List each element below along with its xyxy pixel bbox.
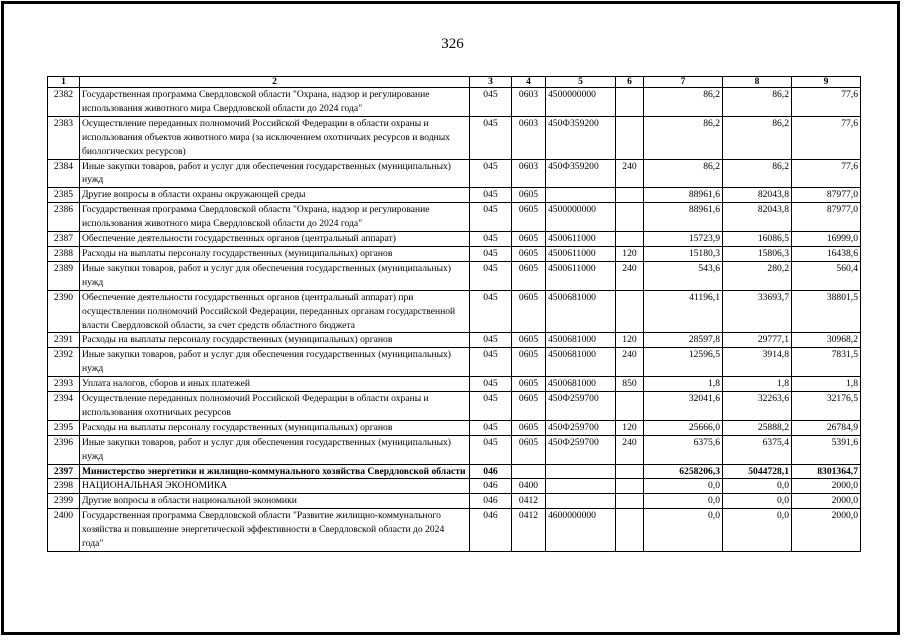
cell-value-3: 16438,6 [792, 246, 861, 261]
cell-target-code: 450Ф259700 [546, 435, 616, 464]
row-number: 2389 [48, 261, 80, 290]
cell-section-code: 0605 [512, 348, 546, 377]
cell-target-code: 4500681000 [546, 290, 616, 333]
cell-expense-type [616, 188, 644, 203]
cell-ministry-code: 045 [470, 232, 512, 247]
table-row [48, 333, 861, 348]
cell-section-code: 0605 [512, 203, 546, 232]
cell-value-1: 543,6 [644, 261, 723, 290]
cell-value-1: 86,2 [644, 159, 723, 188]
cell-target-code [546, 188, 616, 203]
cell-target-code: 4500611000 [546, 261, 616, 290]
cell-value-2: 32263,6 [723, 392, 792, 421]
cell-value-3: 2000,0 [792, 494, 861, 509]
row-name: Иные закупки товаров, работ и услуг для обеспечения государственных (муниципальных) нужд [80, 159, 470, 188]
row-name: Расходы на выплаты персоналу государственных (муниципальных) органов [80, 333, 470, 348]
cell-ministry-code: 045 [470, 435, 512, 464]
row-number: 2400 [48, 509, 80, 552]
cell-target-code [546, 494, 616, 509]
cell-value-3: 2000,0 [792, 509, 861, 552]
cell-value-2: 0,0 [723, 494, 792, 509]
cell-value-3: 2000,0 [792, 479, 861, 494]
cell-value-2: 33693,7 [723, 290, 792, 333]
cell-value-2: 82043,8 [723, 188, 792, 203]
cell-value-1: 25666,0 [644, 420, 723, 435]
row-name: Государственная программа Свердловской области "Развитие жилищно-коммунального хозяйства и повышение энергетической эффективности в Свердловской области до 2024 года" [80, 509, 470, 552]
table-row [48, 116, 861, 159]
table-row [48, 159, 861, 188]
column-header: 1 [48, 77, 80, 88]
cell-section-code: 0605 [512, 377, 546, 392]
cell-section-code: 0605 [512, 246, 546, 261]
table-row [48, 203, 861, 232]
cell-expense-type [616, 290, 644, 333]
cell-value-2: 15806,3 [723, 246, 792, 261]
table-row [48, 290, 861, 333]
cell-value-3: 77,6 [792, 88, 861, 117]
row-number: 2383 [48, 116, 80, 159]
cell-ministry-code: 045 [470, 116, 512, 159]
cell-value-2: 82043,8 [723, 203, 792, 232]
row-number: 2396 [48, 435, 80, 464]
table-row [48, 420, 861, 435]
cell-value-2: 29777,1 [723, 333, 792, 348]
cell-value-1: 15723,9 [644, 232, 723, 247]
row-name: Иные закупки товаров, работ и услуг для обеспечения государственных (муниципальных) нужд [80, 435, 470, 464]
cell-target-code [546, 479, 616, 494]
cell-expense-type: 240 [616, 348, 644, 377]
cell-ministry-code: 045 [470, 377, 512, 392]
cell-value-1: 0,0 [644, 509, 723, 552]
cell-target-code: 4500000000 [546, 88, 616, 117]
row-number: 2386 [48, 203, 80, 232]
cell-value-2: 86,2 [723, 116, 792, 159]
cell-value-2: 3914,8 [723, 348, 792, 377]
cell-value-2: 1,8 [723, 377, 792, 392]
cell-ministry-code: 045 [470, 333, 512, 348]
cell-section-code: 0605 [512, 333, 546, 348]
cell-expense-type: 120 [616, 246, 644, 261]
cell-expense-type: 240 [616, 159, 644, 188]
cell-ministry-code: 046 [470, 509, 512, 552]
cell-value-1: 6258206,3 [644, 464, 723, 479]
cell-section-code: 0400 [512, 479, 546, 494]
row-name: Государственная программа Свердловской области "Охрана, надзор и регулирование использования животного мира Свердловской области до 2024 года" [80, 88, 470, 117]
cell-section-code: 0605 [512, 290, 546, 333]
cell-value-3: 77,6 [792, 116, 861, 159]
cell-target-code: 450Ф359200 [546, 159, 616, 188]
table-row [48, 509, 861, 552]
row-number: 2388 [48, 246, 80, 261]
budget-table [47, 76, 861, 552]
row-name: Другие вопросы в области национальной экономики [80, 494, 470, 509]
cell-target-code: 450Ф359200 [546, 116, 616, 159]
table-row [48, 88, 861, 117]
column-header: 7 [644, 77, 723, 88]
cell-target-code: 4500611000 [546, 246, 616, 261]
cell-value-2: 6375,4 [723, 435, 792, 464]
cell-value-1: 28597,8 [644, 333, 723, 348]
cell-section-code: 0605 [512, 261, 546, 290]
cell-value-2: 86,2 [723, 88, 792, 117]
cell-target-code [546, 464, 616, 479]
cell-expense-type: 120 [616, 333, 644, 348]
row-name: Осуществление переданных полномочий Российской Федерации в области охраны и использования охотничьих ресурсов [80, 392, 470, 421]
table-row [48, 479, 861, 494]
column-header: 3 [470, 77, 512, 88]
row-name: Уплата налогов, сборов и иных платежей [80, 377, 470, 392]
cell-target-code: 4500681000 [546, 333, 616, 348]
cell-value-3: 8301364,7 [792, 464, 861, 479]
table-row [48, 232, 861, 247]
cell-expense-type [616, 494, 644, 509]
cell-ministry-code: 045 [470, 203, 512, 232]
column-header: 9 [792, 77, 861, 88]
cell-value-3: 32176,5 [792, 392, 861, 421]
cell-section-code: 0605 [512, 232, 546, 247]
row-name: Иные закупки товаров, работ и услуг для обеспечения государственных (муниципальных) нужд [80, 261, 470, 290]
cell-value-3: 7831,5 [792, 348, 861, 377]
cell-section-code: 0605 [512, 392, 546, 421]
cell-expense-type [616, 116, 644, 159]
cell-value-2: 25888,2 [723, 420, 792, 435]
table-row [48, 435, 861, 464]
cell-value-1: 88961,6 [644, 188, 723, 203]
table-row [48, 377, 861, 392]
table-row [48, 392, 861, 421]
cell-value-1: 41196,1 [644, 290, 723, 333]
cell-ministry-code: 045 [470, 420, 512, 435]
cell-target-code: 450Ф259700 [546, 392, 616, 421]
column-header: 6 [616, 77, 644, 88]
row-number: 2399 [48, 494, 80, 509]
table-body [48, 88, 861, 552]
cell-section-code: 0605 [512, 420, 546, 435]
cell-value-2: 0,0 [723, 479, 792, 494]
cell-section-code: 0603 [512, 116, 546, 159]
cell-value-3: 30968,2 [792, 333, 861, 348]
cell-expense-type [616, 509, 644, 552]
cell-ministry-code: 046 [470, 479, 512, 494]
column-header: 4 [512, 77, 546, 88]
cell-ministry-code: 045 [470, 392, 512, 421]
row-name: НАЦИОНАЛЬНАЯ ЭКОНОМИКА [80, 479, 470, 494]
cell-value-1: 88961,6 [644, 203, 723, 232]
cell-expense-type [616, 479, 644, 494]
cell-expense-type: 240 [616, 435, 644, 464]
cell-section-code: 0605 [512, 435, 546, 464]
cell-value-2: 0,0 [723, 509, 792, 552]
cell-section-code: 0412 [512, 494, 546, 509]
cell-target-code: 4600000000 [546, 509, 616, 552]
row-name: Государственная программа Свердловской области "Охрана, надзор и регулирование использования животного мира Свердловской области до 2024 года" [80, 203, 470, 232]
cell-value-1: 0,0 [644, 479, 723, 494]
cell-value-3: 26784,9 [792, 420, 861, 435]
cell-ministry-code: 045 [470, 159, 512, 188]
cell-expense-type: 240 [616, 261, 644, 290]
cell-value-3: 1,8 [792, 377, 861, 392]
table-row [48, 246, 861, 261]
cell-ministry-code: 045 [470, 188, 512, 203]
table-row [48, 348, 861, 377]
row-name: Расходы на выплаты персоналу государственных (муниципальных) органов [80, 420, 470, 435]
column-header: 5 [546, 77, 616, 88]
table-row [48, 494, 861, 509]
cell-value-1: 15180,3 [644, 246, 723, 261]
cell-value-1: 86,2 [644, 88, 723, 117]
column-header: 2 [80, 77, 470, 88]
row-name: Обеспечение деятельности государственных органов (центральный аппарат) [80, 232, 470, 247]
cell-section-code: 0412 [512, 509, 546, 552]
row-name: Другие вопросы в области охраны окружающей среды [80, 188, 470, 203]
cell-ministry-code: 045 [470, 261, 512, 290]
cell-expense-type: 120 [616, 420, 644, 435]
cell-value-3: 560,4 [792, 261, 861, 290]
cell-target-code: 450Ф259700 [546, 420, 616, 435]
cell-value-3: 87977,0 [792, 188, 861, 203]
cell-section-code [512, 464, 546, 479]
row-number: 2393 [48, 377, 80, 392]
cell-value-1: 86,2 [644, 116, 723, 159]
row-number: 2394 [48, 392, 80, 421]
row-name: Министерство энергетики и жилищно-коммунального хозяйства Свердловской области [80, 464, 470, 479]
cell-target-code: 4500681000 [546, 348, 616, 377]
cell-section-code: 0603 [512, 88, 546, 117]
cell-expense-type [616, 203, 644, 232]
cell-expense-type [616, 88, 644, 117]
cell-expense-type [616, 232, 644, 247]
row-number: 2397 [48, 464, 80, 479]
cell-value-2: 16086,5 [723, 232, 792, 247]
cell-expense-type [616, 464, 644, 479]
cell-value-3: 87977,0 [792, 203, 861, 232]
cell-value-1: 1,8 [644, 377, 723, 392]
cell-target-code: 4500681000 [546, 377, 616, 392]
row-number: 2382 [48, 88, 80, 117]
row-name: Обеспечение деятельности государственных органов (центральный аппарат) при осуществлении полномочий Российской Федерации, переданных органам государственной власти Свердловской области, за счет средств областного бюджета [80, 290, 470, 333]
cell-value-1: 6375,6 [644, 435, 723, 464]
row-number: 2387 [48, 232, 80, 247]
cell-value-3: 38801,5 [792, 290, 861, 333]
cell-ministry-code: 045 [470, 246, 512, 261]
cell-ministry-code: 046 [470, 494, 512, 509]
row-number: 2392 [48, 348, 80, 377]
cell-value-3: 77,6 [792, 159, 861, 188]
cell-value-1: 32041,6 [644, 392, 723, 421]
row-number: 2390 [48, 290, 80, 333]
cell-ministry-code: 045 [470, 348, 512, 377]
column-header: 8 [723, 77, 792, 88]
cell-section-code: 0603 [512, 159, 546, 188]
cell-expense-type: 850 [616, 377, 644, 392]
table-row [48, 188, 861, 203]
cell-ministry-code: 045 [470, 290, 512, 333]
row-number: 2384 [48, 159, 80, 188]
row-name: Расходы на выплаты персоналу государственных (муниципальных) органов [80, 246, 470, 261]
row-name: Осуществление переданных полномочий Российской Федерации в области охраны и использования объектов животного мира (за исключением охотничьих ресурсов и водных биологических ресурсов) [80, 116, 470, 159]
cell-target-code: 4500000000 [546, 203, 616, 232]
cell-value-1: 0,0 [644, 494, 723, 509]
table-row [48, 464, 861, 479]
cell-target-code: 4500611000 [546, 232, 616, 247]
page-number: 326 [441, 36, 464, 52]
row-name: Иные закупки товаров, работ и услуг для обеспечения государственных (муниципальных) нужд [80, 348, 470, 377]
cell-expense-type [616, 392, 644, 421]
table-row [48, 261, 861, 290]
row-number: 2398 [48, 479, 80, 494]
row-number: 2385 [48, 188, 80, 203]
cell-value-2: 280,2 [723, 261, 792, 290]
cell-value-3: 5391,6 [792, 435, 861, 464]
cell-ministry-code: 045 [470, 88, 512, 117]
cell-ministry-code: 046 [470, 464, 512, 479]
cell-value-1: 12596,5 [644, 348, 723, 377]
cell-value-3: 16999,0 [792, 232, 861, 247]
row-number: 2391 [48, 333, 80, 348]
cell-value-2: 86,2 [723, 159, 792, 188]
cell-section-code: 0605 [512, 188, 546, 203]
cell-value-2: 5044728,1 [723, 464, 792, 479]
header-row [48, 77, 861, 88]
row-number: 2395 [48, 420, 80, 435]
